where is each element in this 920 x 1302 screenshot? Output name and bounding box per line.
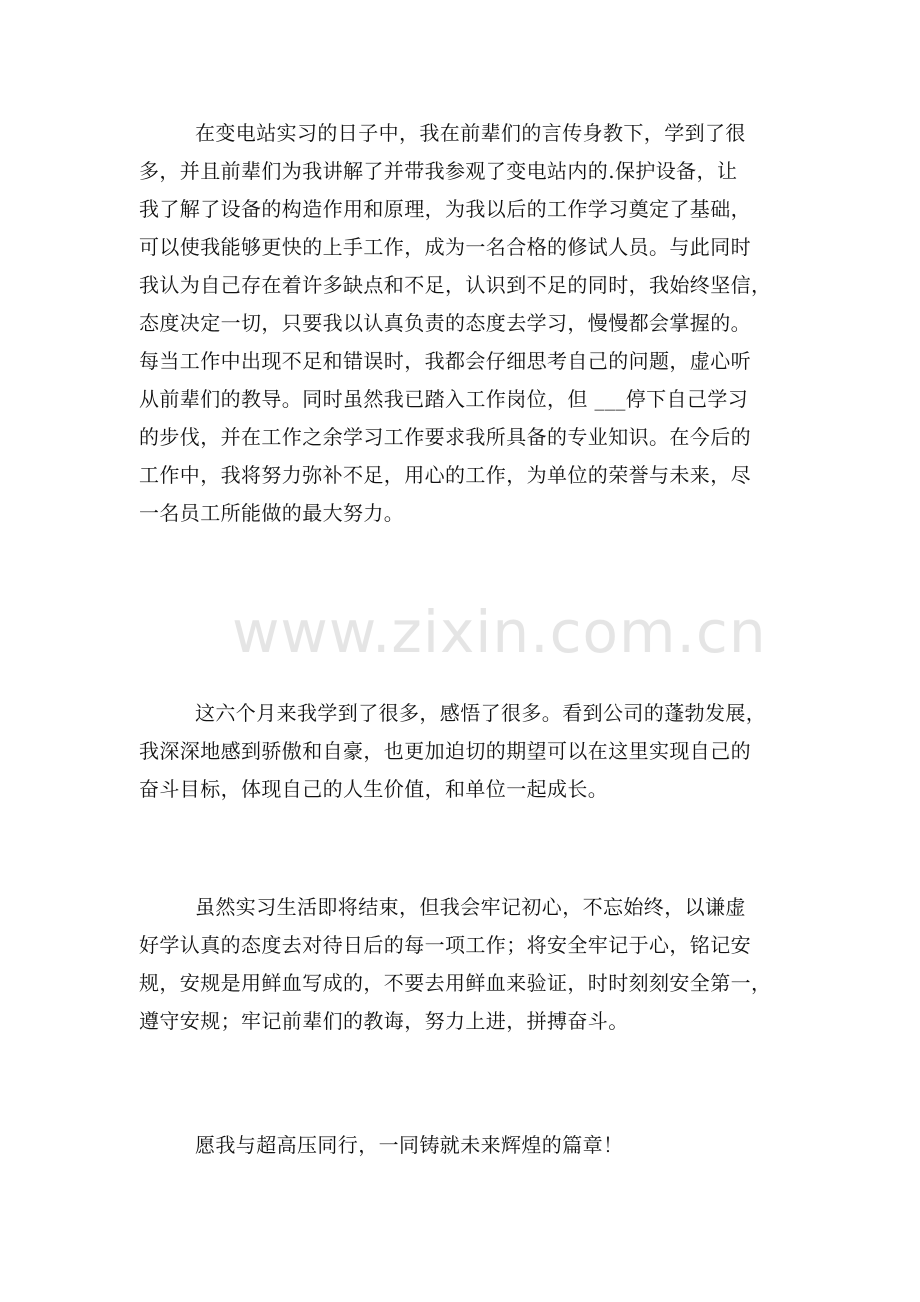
- text-line: 工作中，我将努力弥补不足，用心的工作，为单位的荣誉与未来，尽: [139, 463, 751, 487]
- text-line: 态度决定一切，只要我以认真负责的态度去学习，慢慢都会掌握的。: [139, 311, 751, 335]
- text-line: 我深深地感到骄傲和自豪，也更加迫切的期望可以在这里实现自己的: [139, 739, 751, 763]
- text-line: 遵守安规；牢记前辈们的教诲，努力上进，拼搏奋斗。: [139, 1009, 629, 1033]
- text-line: 从前辈们的教导。同时虽然我已踏入工作岗位，但 ___停下自己学习: [139, 387, 749, 411]
- text-line: 愿我与超高压同行，一同铸就未来辉煌的篇章！: [195, 1133, 624, 1157]
- text-line: 我了解了设备的构造作用和原理，为我以后的工作学习奠定了基础，: [139, 197, 751, 221]
- text-line: 奋斗目标，体现自己的人生价值，和单位一起成长。: [139, 777, 609, 801]
- paragraph-1: [139, 114, 799, 532]
- text-line: 每当工作中出现不足和错误时，我都会仔细思考自己的问题，虚心听: [139, 349, 751, 373]
- watermark: www.zixin.com.cn: [232, 598, 767, 666]
- text-line: 虽然实习生活即将结束，但我会牢记初心，不忘始终，以谦虚: [195, 895, 746, 919]
- text-line: 我认为自己存在着许多缺点和不足，认识到不足的同时，我始终坚信，: [139, 273, 772, 297]
- text-line: 的步伐，并在工作之余学习工作要求我所具备的专业知识。在今后的: [139, 425, 751, 449]
- paragraph-2: [139, 694, 799, 808]
- text-line: 可以使我能够更快的上手工作，成为一名合格的修试人员。与此同时: [139, 235, 751, 259]
- text-line: 一名员工所能做的最大努力。: [139, 501, 405, 525]
- text-line: 好学认真的态度去对待日后的每一项工作；将安全牢记于心，铭记安: [139, 933, 751, 957]
- paragraph-4: [139, 1126, 799, 1164]
- text-line: 多，并且前辈们为我讲解了并带我参观了变电站内的.保护设备，让: [139, 159, 738, 183]
- text-line: 在变电站实习的日子中，我在前辈们的言传身教下，学到了很: [195, 121, 746, 145]
- text-line: 规，安规是用鲜血写成的，不要去用鲜血来验证，时时刻刻安全第一，: [139, 971, 772, 995]
- text-line: 这六个月来我学到了很多，感悟了很多。看到公司的蓬勃发展，: [195, 701, 767, 725]
- paragraph-3: [139, 888, 799, 1040]
